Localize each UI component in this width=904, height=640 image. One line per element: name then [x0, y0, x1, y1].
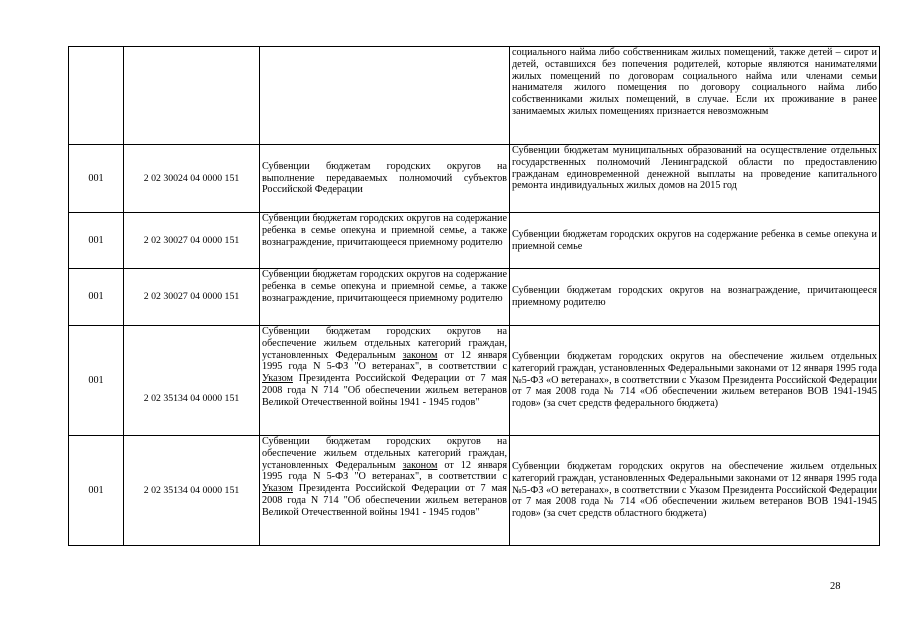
revenue-name-cell — [260, 326, 510, 436]
budget-classification-code-cell: 2 02 30024 04 0000 151 — [124, 145, 260, 213]
table-row — [69, 326, 880, 436]
revenue-name-cell: Субвенции бюджетам городских округов на содержание ребенка в семье опекуна и приемной семье, а также вознаграждение, причитающееся приемному родителю — [260, 213, 510, 269]
revenue-codes-table — [68, 46, 880, 546]
revenue-name-text: от 12 января 1995 года N 5-ФЗ "О ветеранах", в соответствии с — [262, 459, 508, 483]
table-row — [69, 145, 880, 213]
admin-code-cell: 001 — [69, 269, 124, 326]
revenue-description-cell: Субвенции бюджетам городских округов на обеспечение жильем отдельных категорий граждан, установленных Федеральными законами от 12 января 1995 года №5-ФЗ «О ветеранах», в соответствии с Указом Президента Российской Федерации от 7 мая 2008 года № 714 «Об обеспечении жильем ветеранов ВОВ 1941-1945 годов» (за счет средств областного бюджета) — [510, 436, 880, 546]
revenue-name-cell: Субвенции бюджетам городских округов на содержание ребенка в семье опекуна и приемной семье, а также вознаграждение, причитающееся приемному родителю — [260, 269, 510, 326]
federal-law-link[interactable]: законом — [402, 349, 438, 361]
revenue-name-text: Субвенции бюджетам городских округов на обеспечение жильем отдельных категорий граждан, установленных Федеральным — [262, 436, 507, 471]
budget-classification-code-cell: 2 02 30027 04 0000 151 — [124, 213, 260, 269]
revenue-description-cell: Субвенции бюджетам муниципальных образований на осуществление отдельных государственных полномочий Ленинградской области по предоставлению гражданам единовременной денежной выплаты на проведение капитального ремонта индивидуальных жилых домов на 2015 год — [510, 145, 880, 213]
revenue-name-cell — [260, 47, 510, 145]
revenue-name-cell: Субвенции бюджетам городских округов на выполнение передаваемых полномочий субъектов Российской Федерации — [260, 145, 510, 213]
budget-classification-code-cell — [124, 47, 260, 145]
admin-code-cell: 001 — [69, 213, 124, 269]
revenue-name-text: Президента Российской Федерации от 7 мая 2008 года N 714 "Об обеспечении жильем ветеранов Великой Отечественной войны 1941 - 1945 годов" — [262, 483, 507, 518]
admin-code-cell: 001 — [69, 326, 124, 436]
revenue-description-cell: Субвенции бюджетам городских округов на обеспечение жильем отдельных категорий граждан, установленных Федеральными законами от 12 января 1995 года №5-ФЗ «О ветеранах», в соответствии с Указом Президента Российской Федерации от 7 мая 2008 года № 714 «Об обеспечении жильем ветеранов ВОВ 1941-1945 годов» (за счет средств федерального бюджета) — [510, 326, 880, 436]
presidential-decree-link[interactable]: Указом — [262, 483, 293, 495]
table-row — [69, 47, 880, 145]
admin-code-cell — [69, 47, 124, 145]
revenue-description-cell: Субвенции бюджетам городских округов на вознаграждение, причитающееся приемному родителю — [510, 269, 880, 326]
revenue-description-cell: Субвенции бюджетам городских округов на содержание ребенка в семье опекуна и приемной семье — [510, 213, 880, 269]
presidential-decree-link[interactable]: Указом — [262, 373, 293, 385]
revenue-name-cell — [260, 436, 510, 546]
revenue-name-text: Субвенции бюджетам городских округов на обеспечение жильем отдельных категорий граждан, установленных Федеральным — [262, 326, 507, 361]
table-row — [69, 269, 880, 326]
table-row — [69, 436, 880, 546]
budget-classification-code-cell: 2 02 35134 04 0000 151 — [124, 436, 260, 546]
revenue-description-cell: социального найма либо собственникам жилых помещений, также детей – сирот и детей, оставшихся без попечения родителей, которые являются нанимателями жилых помещений по договорам социального найма или членами семьи нанимателя жилого помещения по договору социального найма либо собственниками жилых помещений, в случае. Если их проживание в ранее занимаемых жилых помещениях признается невозможным — [510, 47, 880, 145]
admin-code-cell: 001 — [69, 436, 124, 546]
table-row — [69, 213, 880, 269]
revenue-name-text: Президента Российской Федерации от 7 мая 2008 года N 714 "Об обеспечении жильем ветеранов Великой Отечественной войны 1941 - 1945 годов" — [262, 373, 507, 408]
budget-classification-code-cell: 2 02 35134 04 0000 151 — [124, 326, 260, 436]
admin-code-cell: 001 — [69, 145, 124, 213]
revenue-name-text: от 12 января 1995 года N 5-ФЗ "О ветеранах", в соответствии с — [262, 349, 508, 373]
page-number: 28 — [830, 581, 841, 592]
federal-law-link[interactable]: законом — [402, 459, 438, 471]
budget-classification-code-cell: 2 02 30027 04 0000 151 — [124, 269, 260, 326]
